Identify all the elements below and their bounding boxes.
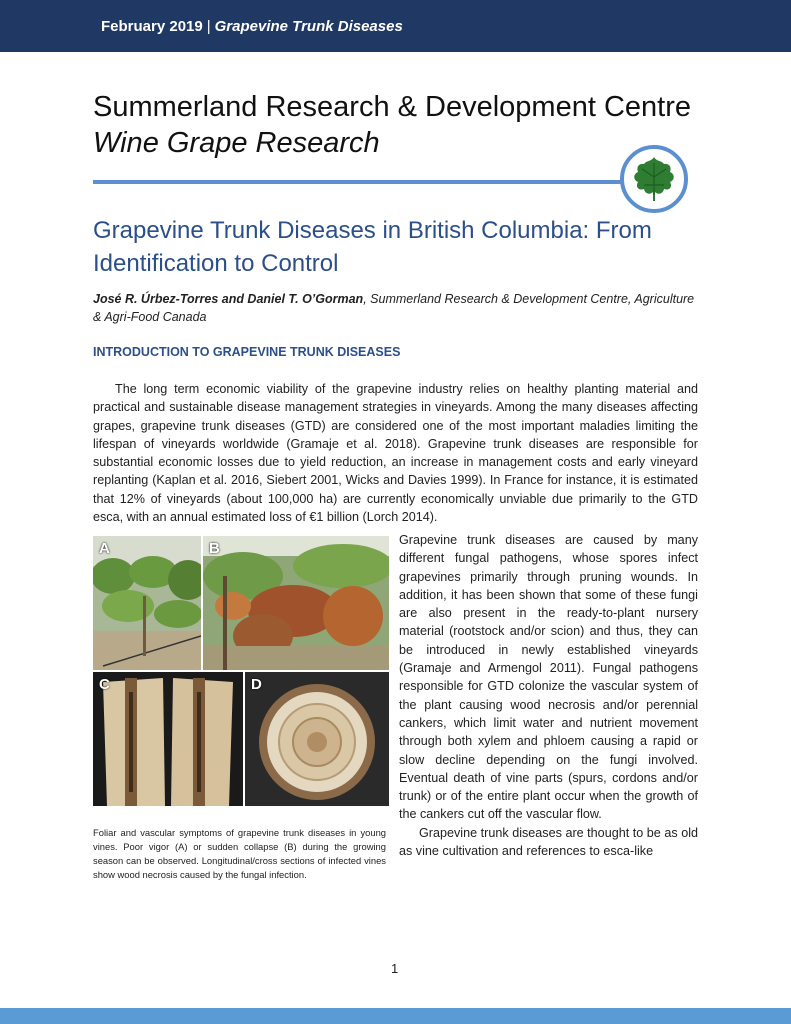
- body-paragraph-fungal-pathogens: Grapevine trunk diseases are caused by many different fungal pathogens, whose spores infect grapevines primarily through pruning wounds. In addition, it has been shown that some of these fungi are also present in the ready-to-plant nursery material (rootstock and/or scion) and thus, they can be introduced in newly established vineyards (Gramaje and Armengol 2011). Fungal pathogens responsible for GTD colonize the vascular system of the plant causing wood necrosis and/or perennial cankers, which limit water and nutrient movement through both xylem and phloem causing a rapid or slow decline depending on the fungi involved. Eventual death of vine parts (spurs, cordons and/or trunk) or of the entire plant occur when the growth of the cankers cut off the vascular flow.: [399, 533, 698, 822]
- header-bar: [0, 0, 791, 52]
- header-title: [101, 18, 403, 35]
- header-topic: Grapevine Trunk Diseases: [214, 18, 403, 35]
- figure-grapevine-symptoms: [93, 536, 389, 806]
- header-date: February 2019: [101, 18, 203, 35]
- title-rule: [93, 180, 633, 184]
- figure-panel-b: [203, 536, 389, 670]
- panel-label-a: A: [99, 540, 110, 557]
- panel-label-b: B: [209, 540, 220, 557]
- body-paragraph-history: Grapevine trunk diseases are thought to be as old as vine cultivation and references to esca-like: [399, 825, 698, 859]
- figure-panel-d: [245, 672, 389, 806]
- right-column: [399, 531, 698, 860]
- figure-panel-c: [93, 672, 243, 806]
- section-heading: INTRODUCTION TO GRAPEVINE TRUNK DISEASES: [93, 345, 401, 359]
- author-names: José R. Úrbez-Torres and Daniel T. O’Gorman: [93, 292, 364, 306]
- author-affiliation: , Summerland Research & Development Centre, Agriculture & Agri-Food Canada: [93, 292, 695, 324]
- footer-bar: [0, 1008, 791, 1024]
- authors-line: [93, 290, 703, 326]
- figure-caption: Foliar and vascular symptoms of grapevine trunk diseases in young vines. Poor vigor (A) or sudden collapse (B) during the growing season can be observed. Longitudinal/cross sections of infected vines show wood necrosis caused by the fungal infection.: [93, 827, 386, 880]
- article-title: Grapevine Trunk Diseases in British Columbia: From Identification to Control: [93, 217, 652, 277]
- intro-paragraph: The long term economic viability of the grapevine industry relies on healthy planting material and practical and sustainable disease management strategies in vineyards. Among the many diseases affecting grapes, grapevine trunk diseases (GTD) are considered one of the most important maladies limiting the lifespan of vineyards worldwide (Gramaje et al. 2018). Grapevine trunk diseases are responsible for substantial economic losses due to yield reduction, an increase in management costs and early vineyard replanting (Kaplan et al. 2016, Siebert 2001, Wicks and Davies 1999). In France for instance, it is estimated that 12% of vineyards (about 100,000 ha) are currently economically unviable due primarily to the GTD esca, with an annual estimated loss of €1 billion (Lorch 2014).: [93, 382, 698, 525]
- program-name: Wine Grape Research: [93, 127, 380, 159]
- header-separator: |: [206, 18, 211, 35]
- page-number: 1: [391, 961, 399, 976]
- centre-name: Summerland Research & Development Centre: [93, 91, 691, 123]
- panel-label-d: D: [251, 676, 262, 693]
- grape-leaf-icon: [620, 145, 688, 213]
- figure-panel-a: [93, 536, 201, 670]
- panel-label-c: C: [99, 676, 110, 693]
